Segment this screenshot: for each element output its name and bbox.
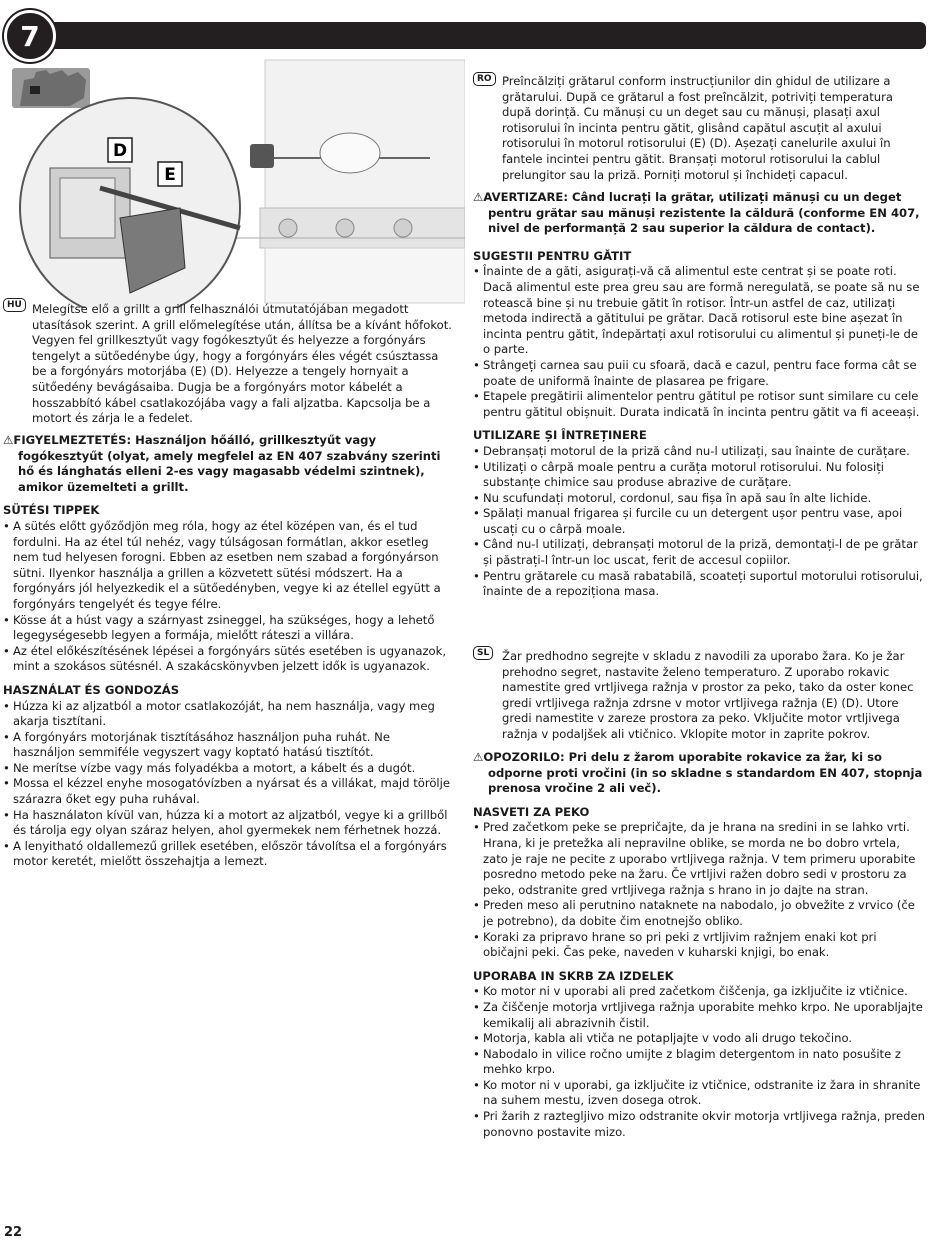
hu-use-heading: HASZNÁLAT ÉS GONDOZÁS [3, 682, 180, 697]
hu-warning: ⚠FIGYELMEZTETÉS: Használjon hőálló, grillkesztyűt vagy fogókesztyűt (olyat, amely megfelel az EN 407 szabvány szerinti hő és lánghatás elleni 2-es vagy magasabb védelmi szintnek), amikor üzemelteti a grillt. [3, 433, 441, 494]
sl-use-list [473, 984, 925, 1140]
warning-icon: ⚠ [3, 433, 14, 447]
lang-tag-sl: SL [473, 646, 493, 660]
hu-tips-heading: SÜTÉSI TIPPEK [3, 503, 100, 518]
list-item: • Kösse át a húst vagy a szárnyast zsineggel, ha szükséges, hogy a lehető legegységesebb legyen a formája, mielőtt ráteszi a villára. [3, 613, 455, 644]
list-item: • Nabodalo in vilice ročno umijte z blagim detergentom in nato posušite z mehko krpo. [473, 1047, 925, 1078]
detail-magnifier [20, 98, 240, 308]
label-e [158, 162, 182, 186]
ro-body [473, 190, 923, 600]
sl-warning: ⚠OPOZORILO: Pri delu z žarom uporabite rokavice za žar, ki so odporne proti vročini (in so skladne s standardom EN 407, stopnja prenosa vročine 2 ali več). [473, 750, 923, 796]
list-item: • Motorja, kabla ali vtiča ne potapljajte v vodo ali drugo tekočino. [473, 1031, 925, 1047]
list-item: • Ko motor ni v uporabi ali pred začetkom čiščenja, ga izključite iz vtičnice. [473, 984, 925, 1000]
list-item: • Spălați manual frigarea și furcile cu un detergent ușor pentru vase, apoi uscați cu o cârpă moale. [473, 506, 923, 537]
ro-use-list [473, 444, 923, 600]
ro-tips-heading: SUGESTII PENTRU GĂTIT [473, 248, 632, 263]
warning-icon: ⚠ [473, 750, 484, 764]
ro-tips-list [473, 264, 923, 420]
sl-tips-heading: NASVETI ZA PEKO [473, 804, 590, 819]
list-item: • Ko motor ni v uporabi, ga izključite iz vtičnice, odstranite iz žara in shranite na suhem mestu, izven dosega otrok. [473, 1078, 925, 1109]
list-item: • Pri žarih z raztegljivo mizo odstranite okvir motorja vrtljivega ražnja, preden ponovno postavite mizo. [473, 1109, 925, 1140]
list-item: • Utilizați o cârpă moale pentru a curăța motorul rotisorului. Nu folosiți substanțe chimice sau produse abrazive de curățare. [473, 460, 923, 491]
list-item: • Preden meso ali perutnino nataknete na nabodalo, jo obvežite z vrvico (če je potrebno), da dobite čim enotnejšo obliko. [473, 898, 925, 929]
svg-text:D: D [112, 141, 128, 161]
list-item: • Debranșați motorul de la priză când nu-l utilizați, sau înainte de curățare. [473, 444, 923, 460]
label-d [108, 138, 132, 162]
list-item: • Ha használaton kívül van, húzza ki a motort az aljzatból, vegye ki a grillből és tárolja egy olyan száraz helyen, ahol gyermekek nem férhetnek hozzá. [3, 808, 455, 839]
list-item: • Înainte de a găti, asigurați-vă că alimentul este centrat și se poate roti. Dacă alimentul este prea greu sau are formă neregulată, se poate să nu se rotească bine și nu trebuie gătit în rotisor. Într-un astfel de caz, utilizați metoda indirectă a gătitului pe grătar. Dacă rotisorul este bine așezat în incinta pentru gătit, îndepărtați axul rotisorului cu alimentul și puneți-le de o parte. [473, 264, 923, 358]
ro-use-heading: UTILIZARE ȘI ÎNTREȚINERE [473, 428, 647, 443]
sl-use-heading: UPORABA IN SKRB ZA IZDELEK [473, 968, 674, 983]
list-item: • Nu scufundați motorul, cordonul, sau fișa în apă sau în alte lichide. [473, 491, 923, 507]
list-item: • Za čiščenje motorja vrtljivega ražnja uporabite mehko krpo. Ne uporabljajte kemikalij ali abrazivnih čistil. [473, 1000, 925, 1031]
page-number: 22 [4, 1225, 23, 1240]
step-header-bar [30, 22, 926, 49]
hu-use-list [3, 699, 455, 871]
list-item: • Pred začetkom peke se prepričajte, da je hrana na sredini in se lahko vrti. Hrana, ki je pretežka ali nepravilne oblike, se morda ne bo dobro vrtela, zato je raje ne pecite z uporabo vrtljivega ražnja. V tem primeru uporabite posredno metodo peke na žaru. Če vrtljivi ražen dobro sedi v prostoru za peko, odstranite gred vrtljivega ražnja s hrano in jo dajte na stran. [473, 820, 925, 898]
list-item: • Când nu-l utilizați, debranșați motorul de la priză, demontați-l de pe grătar și păstrați-l într-un loc uscat, ferit de accesul copiilor. [473, 537, 923, 568]
list-item: • Etapele pregătirii alimentelor pentru gătitul pe rotisor sunt similare cu cele pentru gătitul obișnuit. Durata indicată în incinta pentru gătit va fi aceeași. [473, 389, 923, 420]
ro-warning: ⚠AVERTIZARE: Când lucrați la grătar, utilizați mănuși cu un deget pentru grătar sau mănuși rezistente la căldură (conforme EN 407, nivel de performanță 2 sau superior la căldura de contact). [473, 190, 920, 236]
sl-tips-list [473, 820, 925, 960]
list-item: • A lenyitható oldallemezű grillek esetében, először távolítsa el a forgónyárs motor keretét, mielőtt összehajtja a lemezt. [3, 839, 455, 870]
list-item: • Pentru grătarele cu masă rabatabilă, scoateți suportul motorului rotisorului, înainte de a repoziționa masa. [473, 569, 923, 600]
hu-body [3, 433, 455, 870]
list-item: • Ne merítse vízbe vagy más folyadékba a motort, a kábelt és a dugót. [3, 761, 455, 777]
sl-body [473, 750, 925, 1140]
glove-icon [12, 68, 90, 108]
lang-tag-ro: RO [473, 72, 496, 86]
hu-tips-list [3, 519, 455, 675]
list-item: • Húzza ki az aljzatból a motor csatlakozóját, ha nem használja, vagy meg akarja tisztítani. [3, 699, 455, 730]
list-item: • Koraki za pripravo hrane so pri peki z vrtljivim ražnjem enaki kot pri običajni peki. Čas peke, naveden v kuharski knjigi, bo enak. [473, 930, 925, 961]
step-number-badge: 7 [4, 10, 56, 62]
hu-intro: Melegítse elő a grillt a grill felhasználói útmutatójában megadott utasítások szerint. A grill előmelegítése után, állítsa be a kívánt hőfokot. Vegyen fel grillkesztyűt vagy fogókesztyűt és helyezze a forgónyárs tengelyt a sütőedénybe úgy, hogy a forgónyárs éles végét csúsztassa be a forgónyárs motorjába (E) (D). Helyezze a tengely hornyait a sütőedény bevágásaiba. Dugja be a forgónyárs motor kábelét a hosszabbító kábel csatlakozójába vagy a fali aljzatba. Kapcsolja be a motort és zárja le a fedelet. [32, 302, 452, 426]
sl-intro: Žar predhodno segrejte v skladu z navodili za uporabo žara. Ko je žar prehodno segret, nastavite želeno temperaturo. Z uporabo rokavic namestite gred vrtljivega ražnja v prostor za peko, tako da oster konec gredi vrtljivega ražnja zdrsne v motor vrtljivega ražnja (E) (D). Utore gredi namestite v zareze prostora za peko. Vključite motor vrtljivega ražnja v podaljšek ali vtičnico. Vklopite motor in zaprite pokrov. [502, 649, 914, 741]
list-item: • Strângeți carnea sau puii cu sfoară, dacă e cazul, pentru face forma cât se poate de uniformă înainte de plasarea pe frigare. [473, 358, 923, 389]
lang-tag-hu: HU [3, 298, 26, 312]
ro-intro: Preîncălziți grătarul conform instrucțiunilor din ghidul de utilizare a grătarului. După ce grătarul a fost preîncălzit, potriviți temperatura după dorință. Cu mănuși cu un deget sau cu mănuși, plasați axul rotisorului în incinta pentru gătit, glisând capătul ascuțit al axului rotisorului în motorul rotisorului (E) (D). Așezați canelurile axului în fantele incintei pentru gătit. Branșați motorul rotisorului la cablul prelungitor sau la priză. Porniți motorul și închideți capacul. [502, 74, 894, 182]
list-item: • A forgónyárs motorjának tisztításához használjon puha ruhát. Ne használjon semmiféle vegyszert vagy koptató hatású tisztítót. [3, 730, 455, 761]
warning-icon: ⚠ [473, 190, 484, 204]
rotisserie-illustration [10, 58, 465, 308]
list-item: • Az étel előkészítésének lépései a forgónyárs sütés esetében is ugyanazok, mint a szokásos sütésnél. A szakácskönyvben jelzett idők is ugyanazok. [3, 644, 455, 675]
svg-text:E: E [164, 165, 176, 185]
list-item: • A sütés előtt győződjön meg róla, hogy az étel középen van, és el tud fordulni. Ha az étel túl nehéz, vagy túlságosan formátlan, akkor esetleg nem tud helyesen forogni. Ebben az esetben nem szabad a forgónyárson sütni. Ilyenkor használja a grillen a közvetett sütési módszert. Ha a forgónyárs jól helyezkedik el a sütőedényben, vegye ki az étellel együtt a forgónyárs tengelyét és tegye félre. [3, 519, 455, 613]
list-item: • Mossa el kézzel enyhe mosogatóvízben a nyársat és a villákat, majd törölje szárazra őket egy puha ruhával. [3, 776, 455, 807]
